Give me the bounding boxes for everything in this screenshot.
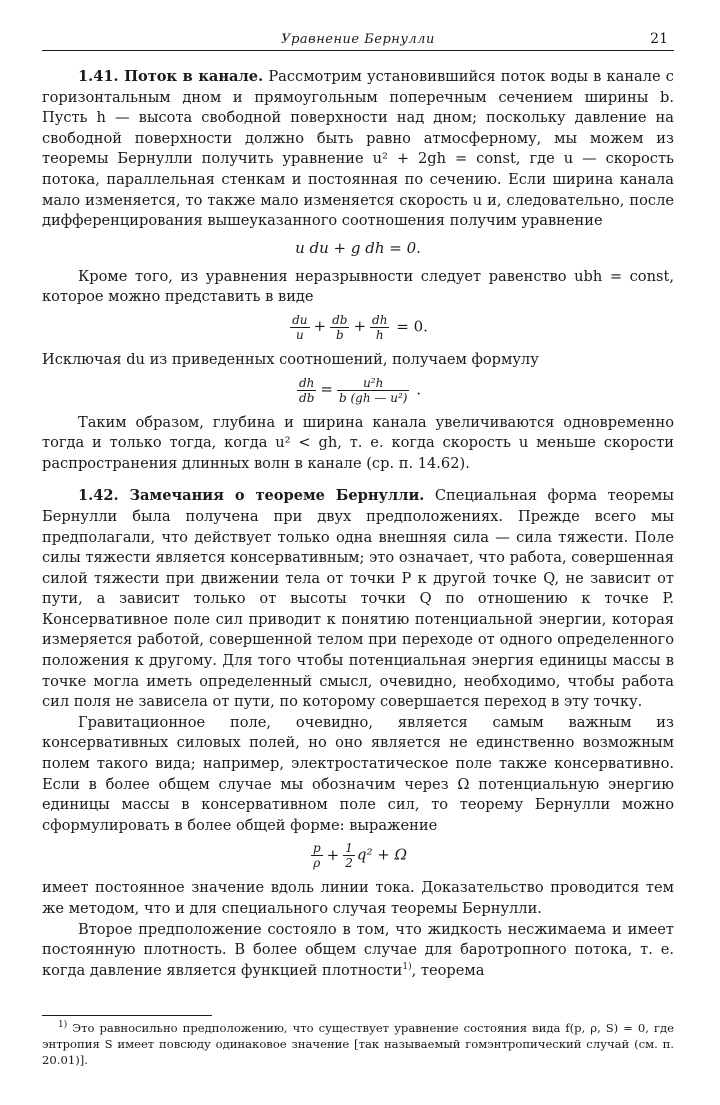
running-header xyxy=(42,30,674,51)
frac-one-numerator: 1 xyxy=(345,841,353,856)
section-1-41-paragraph-3: Исключая du из приведенных соотношений, получаем формулу xyxy=(42,350,539,368)
book-page xyxy=(42,30,674,1068)
plus-sign: + xyxy=(313,317,327,336)
section-1-41-text-1: Рассмотрим установившийся поток воды в канале с горизонтальным дном и прямоугольным поперечным сечением ширины b. Пусть h — высота свободной поверхности над дном; поскольку давление на свободной поверхности должно быть равно атмосферному, мы можем из теоремы Бернулли получить уравнение u² + 2gh = const, где u — скорость потока, параллельная стенкам и постоянная по сечению. Если ширина канала мало изменяется, то также мало изменяется скорость u и, следовательно, после дифференцирования вышеуказанного соотношения получим уравнение xyxy=(42,68,674,230)
section-1-41-paragraph-4: Таким образом, глубина и ширина канала увеличиваются одновременно тогда и только тогда, когда u² < gh, т. е. когда скорость u меньше скорости распространения длинных волн в канале (ср. п. 14.62). xyxy=(42,413,674,472)
frac-two-denominator: 2 xyxy=(345,856,353,871)
frac-p-numerator: p xyxy=(312,841,321,856)
section-1-42-paragraph-4 xyxy=(42,920,674,982)
running-title: Уравнение Бернулли xyxy=(281,32,435,47)
frac-b-gh-u2-denominator: b (gh — u²) xyxy=(339,390,408,405)
footnote-reference[interactable]: 1) xyxy=(402,961,412,972)
section-1-42-text-1: Специальная форма теоремы Бернулли была получена при двух предположениях. Прежде всего мы предполагали, что действует только одна внешняя сила — сила тяжести. Поле силы тяжести является консервативным; это означает, что работа, совершенная силой тяжести при движении тела от точки P к другой точке Q, не зависит от пути, а зависит только от высоты точки Q по отношению к точке P. Консервативное поле сил приводит к понятию потенциальной энергии, которая измеряется работой, совершенной телом при переходе от одного определенного положения к другому. Для того чтобы потенциальная энергия единицы массы в точке могла иметь определенный смысл, очевидно, необходимо, чтобы работа сил поля не зависела от пути, по которому совершается переход в эту точку. xyxy=(42,487,675,711)
section-1-41-heading: 1.41. Поток в канале. xyxy=(78,68,264,85)
frac-du-denominator: u xyxy=(295,327,304,342)
section-1-41-paragraph-2: Кроме того, из уравнения неразрывности следует равенство ubh = const, которое можно представить в виде xyxy=(42,267,674,306)
footnote-text: Это равносильно предположению, что существует уравнение состояния вида f(p, ρ, S) = 0, где энтропия S имеет повсюду одинаковое значение [так называемый гомэнтропический случай (см. п. 20.01)]. xyxy=(42,1021,674,1068)
frac-u2h-numerator: u²h xyxy=(337,376,409,391)
footnote xyxy=(42,1020,674,1068)
equation-continuity-differential xyxy=(42,313,674,342)
equation-tail: q² + Ω xyxy=(356,845,408,864)
section-1-41-paragraph-1 xyxy=(42,67,674,232)
frac-dh-numerator: dh xyxy=(372,312,388,327)
section-1-42-text-4-end: , теорема xyxy=(411,961,485,979)
frac-dh-denominator: h xyxy=(375,327,384,342)
equation-u-du-g-dh: u du + g dh = 0. xyxy=(295,238,421,257)
frac-dh-numerator: dh xyxy=(299,375,315,390)
equals-sign: = xyxy=(320,380,333,399)
plus-sign: + xyxy=(326,845,340,864)
frac-db-denominator: db xyxy=(299,390,315,405)
page-number: 21 xyxy=(650,31,668,47)
footnote-divider xyxy=(42,1015,212,1016)
section-1-42-text-4: Второе предположение состояло в том, что жидкость несжимаема и имеет постоянную плотность. В более общем случае для баротропного потока, т. е. когда давление является функцией плотности xyxy=(42,920,674,979)
frac-db-numerator: db xyxy=(332,312,348,327)
section-1-42-paragraph-2: Гравитационное поле, очевидно, является самым важным из консервативных силовых полей, но оно является не единственно возможным полем такого вида; например, электростатическое поле также консервативно. Если в более общем случае мы обозначим через Ω потенциальную энергию единицы массы в консервативном поле сил, то теорему Бернулли можно сформулировать в более общей форме: выражение xyxy=(42,713,674,834)
section-1-42-paragraph-3: имеет постоянное значение вдоль линии тока. Доказательство проводится тем же методом, что и для специального случая теоремы Бернулли. xyxy=(42,879,674,917)
equation-tail: . xyxy=(416,380,421,399)
equation-bernulli-general xyxy=(42,841,674,870)
equation-dh-db xyxy=(42,376,674,405)
frac-du-numerator: du xyxy=(292,312,308,327)
equation-tail: = 0. xyxy=(396,317,428,336)
frac-rho-denominator: ρ xyxy=(313,856,321,871)
footnote-marker: 1) xyxy=(58,1020,68,1031)
section-1-42-paragraph-1 xyxy=(42,486,674,713)
frac-db-denominator: b xyxy=(335,327,344,342)
plus-sign: + xyxy=(353,317,367,336)
section-1-42-heading: 1.42. Замечания о теореме Бернулли. xyxy=(78,487,425,505)
